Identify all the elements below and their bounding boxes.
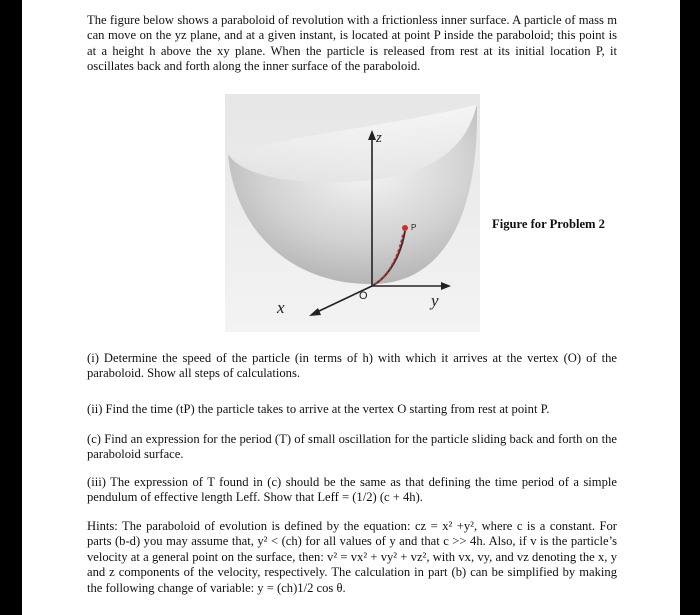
document-page [22, 0, 680, 615]
label-y: y [431, 291, 439, 310]
question-c: (c) Find an expression for the period (T) of small oscillation for the particle sliding back and forth on the paraboloid surface. [87, 432, 617, 462]
question-i: (i) Determine the speed of the particle (in terms of h) with which it arrives at the vertex (O) of the paraboloid. Show all steps of calculations. [87, 351, 617, 381]
paraboloid-figure [225, 94, 480, 332]
label-x: x [277, 298, 285, 317]
figure-caption: Figure for Problem 2 [492, 217, 605, 231]
label-o: O [359, 290, 368, 302]
hints-paragraph: Hints: The paraboloid of evolution is defined by the equation: cz = x² +y², where c is a constant. For parts (b-d) you may assume that, y² < (ch) for all values of y and that c >> 4h. Also, if v is the particle’s velocity at a general point on the surface, then: v² = vx² + vy² + vz², with vx, vy, and vz denoting the x, y and z components of the velocity, respectively. The calculation in part (b) can be simplified by making the following change of variable: y = (ch)1/2 cos θ. [87, 519, 617, 595]
label-p: P [411, 223, 417, 232]
question-iii: (iii) The expression of T found in (c) should be the same as that defining the time period of a simple pendulum of effective length Leff. Show that Leff = (1/2) (c + 4h). [87, 475, 617, 505]
point-p-marker [402, 225, 408, 231]
label-z: z [376, 130, 382, 146]
paraboloid-diagram [225, 94, 480, 332]
problem-intro: The figure below shows a paraboloid of revolution with a frictionless inner surface. A particle of mass m can move on the yz plane, and at a given instant, is located at point P inside the paraboloid; this point is at a height h above the xy plane. When the particle is released from rest at its initial location P, it oscillates back and forth along the inner surface of the paraboloid. [87, 13, 617, 74]
question-ii: (ii) Find the time (tP) the particle takes to arrive at the vertex O starting from rest at point P. [87, 402, 550, 416]
